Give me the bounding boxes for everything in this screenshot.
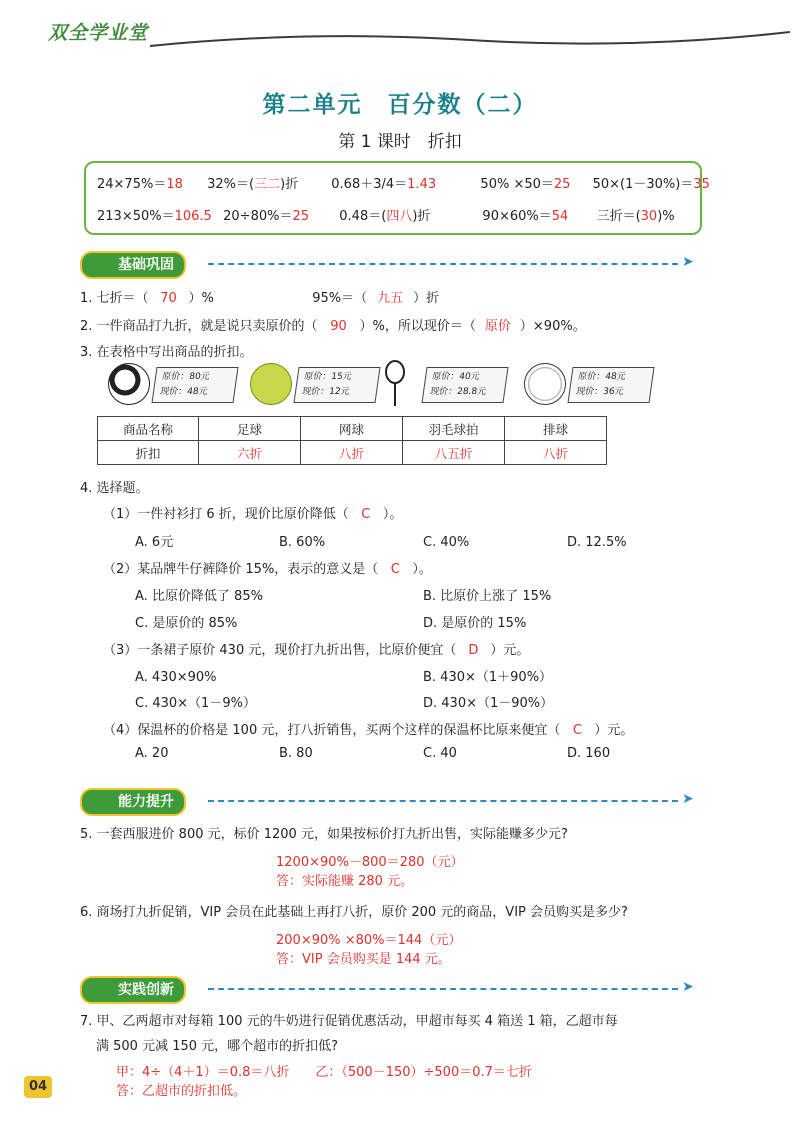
q4-item-1-options: A. 6元 B. 60% C. 40% D. 12.5%	[135, 535, 627, 550]
q6-answer-calc: 200×90% ×80%＝144（元）	[276, 933, 462, 948]
page-subtitle: 第 1 课时 折扣	[338, 132, 462, 152]
page-number: 04	[24, 1076, 52, 1098]
q7-answer-calc: 甲：4÷（4＋1）＝0.8＝八折 乙：（500－150）÷500＝0.7＝七折	[116, 1065, 532, 1080]
question-6: 6. 商场打九折促销，VIP 会员在此基础上再打八折，原价 200 元的商品，VIP 会员购买是多少?	[80, 905, 628, 920]
question-4: 4. 选择题。	[80, 481, 149, 496]
q5-answer-text: 答：实际能赚 280 元。	[276, 874, 414, 889]
warmup-row-1: 24×75%＝18 32%＝(三二)折 0.68＋3/4＝1.43 50% ×50＝25 50×(1－30%)＝35	[97, 177, 710, 192]
page-title: 第二单元 百分数（二）	[262, 92, 538, 118]
q4-item-2-options-cd: C. 是原价的 85% D. 是原价的 15%	[135, 616, 527, 631]
q4-item-3-options-cd: C. 430×（1－9%） D. 430×（1－90%）	[135, 696, 554, 711]
price-tag-volleyball: 原价：48元 现价：36元	[567, 367, 654, 403]
question-7-line-1: 7. 甲、乙两超市对每箱 100 元的牛奶进行促销优惠活动，甲超市每买 4 箱送 1 箱，乙超市每	[80, 1014, 618, 1029]
q4-item-2-options-ab: A. 比原价降低了 85% B. 比原价上涨了 15%	[135, 589, 552, 604]
section-header-practice: 实践创新 ➤	[80, 976, 700, 1002]
q4-item-1-stem: （1）一件衬衫打 6 折，现价比原价降低（ C ）。	[103, 507, 403, 522]
question-3: 3. 在表格中写出商品的折扣。	[80, 345, 253, 360]
question-2: 2. 一件商品打九折，就是说只卖原价的（ 90 ）%，所以现价＝（ 原价 ）×90%。	[80, 319, 586, 334]
section-header-basics: 基础巩固 ➤	[80, 251, 700, 277]
volleyball-image	[524, 363, 566, 405]
table-row: 折扣 六折 八折 八五折 八折	[98, 441, 607, 465]
question-7-line-2: 满 500 元减 150 元，哪个超市的折扣低?	[96, 1039, 339, 1054]
brand-logo: 双全学业堂	[48, 22, 149, 44]
football-image	[108, 363, 150, 405]
arrow-icon: ➤	[682, 791, 694, 807]
q6-answer-text: 答：VIP 会员购买是 144 元。	[276, 952, 451, 967]
arrow-icon: ➤	[682, 254, 694, 270]
badminton-racket-image	[382, 360, 408, 408]
tennis-ball-image	[250, 363, 292, 405]
q4-item-2-stem: （2）某品牌牛仔裤降价 15%，表示的意义是（ C ）。	[103, 562, 432, 577]
question-5: 5. 一套西服进价 800 元，标价 1200 元，如果按标价打九折出售，实际能赚多少元?	[80, 827, 568, 842]
price-tag-racket: 原价：40元 现价：28.8元	[421, 367, 508, 403]
section-header-ability: 能力提升 ➤	[80, 788, 700, 814]
discount-table	[97, 416, 607, 465]
price-tag-tennis: 原价：15元 现价：12元	[293, 367, 380, 403]
q4-item-4-stem: （4）保温杯的价格是 100 元，打八折销售，买两个这样的保温杯比原来便宜（ C ）元。	[103, 723, 634, 738]
q7-answer-text: 答：乙超市的折扣低。	[116, 1084, 247, 1099]
q4-item-3-stem: （3）一条裙子原价 430 元，现价打九折出售，比原价便宜（ D ）元。	[103, 643, 530, 658]
table-row: 商品名称 足球 网球 羽毛球拍 排球	[98, 417, 607, 441]
arrow-icon: ➤	[682, 979, 694, 995]
q4-item-4-options: A. 20 B. 80 C. 40 D. 160	[135, 746, 611, 761]
question-1: 1. 七折＝（ 70 ）% 95%＝（ 九五 ）折	[80, 291, 440, 306]
header-wave-line	[150, 22, 790, 52]
price-tag-football: 原价：80元 现价：48元	[151, 367, 238, 403]
q5-answer-calc: 1200×90%－800＝280（元）	[276, 855, 464, 870]
q4-item-3-options-ab: A. 430×90% B. 430×（1＋90%）	[135, 670, 553, 685]
warmup-row-2: 213×50%＝106.5 20÷80%＝25 0.48＝(四八)折 90×60%＝54 三折＝(30)%	[97, 209, 675, 224]
